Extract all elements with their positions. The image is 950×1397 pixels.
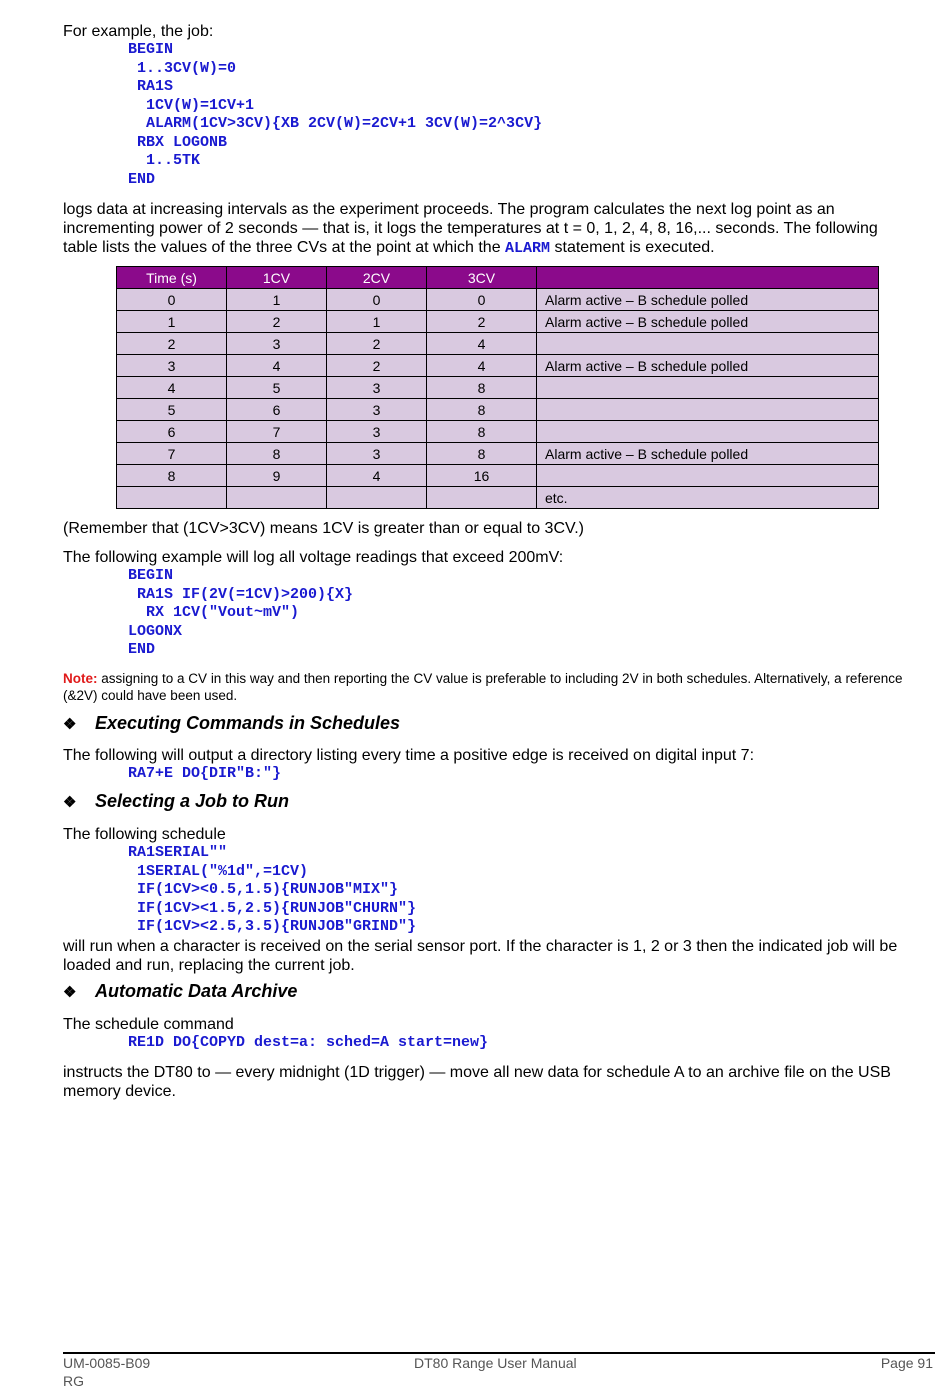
table-header-row	[117, 267, 879, 289]
table-cell: 0	[327, 289, 427, 311]
paragraph-archive: instructs the DT80 to — every midnight (1D trigger) — move all new data for schedule A to an archive file on the USB memory device.	[63, 1064, 891, 1100]
code-line: IF(1CV><0.5,1.5){RUNJOB"MIX"}	[128, 881, 399, 898]
paragraph-serial-explanation: will run when a character is received on the serial sensor port. If the character is 1, 2 or 3 then the indicated job will be loaded and run, replacing the current job.	[63, 937, 898, 974]
heading-selecting-job	[63, 790, 913, 814]
code-line: RA1S	[128, 78, 174, 95]
bullet-diamond-icon: ❖	[63, 794, 77, 811]
table-cell	[327, 487, 427, 509]
note-text	[63, 670, 913, 704]
note-body: assigning to a CV in this way and then reporting the CV value is preferable to including 2V in both schedules. Alternatively, a reference (&2V) could have been used.	[63, 670, 903, 703]
code-line: LOGONX	[128, 622, 183, 640]
table-cell	[537, 421, 879, 443]
paragraph-text: logs data at increasing intervals as the experiment proceeds. The program calculates the next log point as an incrementing power of 2 seconds — that is, it logs the temperatures at t = 0, 1, 2, 4, 8, 16,... seconds. The following table lists the values of the three CVs at the point at which the	[63, 201, 878, 256]
code-line: 1SERIAL("%1d",=1CV)	[128, 862, 309, 880]
table-cell: 1	[327, 311, 427, 333]
table-cell: 4	[227, 355, 327, 377]
paragraph-text-end: statement is executed.	[550, 239, 715, 256]
table-cell: 3	[327, 443, 427, 465]
heading-text: Automatic Data Archive	[95, 980, 298, 1001]
table-cell: 5	[227, 377, 327, 399]
table-cell	[537, 399, 879, 421]
code-line: BEGIN	[128, 41, 174, 58]
header-3cv: 3CV	[427, 267, 537, 289]
table-cell: 4	[327, 465, 427, 487]
code-line: END	[128, 170, 156, 188]
table-cell: 3	[327, 377, 427, 399]
heading-executing-commands	[63, 712, 913, 736]
table-cell: 2	[117, 333, 227, 355]
table-cell: 4	[427, 355, 537, 377]
code-line: RA1S IF(2V(=1CV)>200){X}	[128, 585, 354, 603]
footer-doc-code: UM-0085-B09	[63, 1355, 151, 1371]
code-block-voltage	[63, 567, 913, 660]
table-cell: 3	[327, 421, 427, 443]
table-cell: 3	[117, 355, 227, 377]
table-cell: 2	[327, 333, 427, 355]
table-cell: 2	[227, 311, 327, 333]
table-cell: 4	[427, 333, 537, 355]
heading-text: Executing Commands in Schedules	[95, 712, 401, 733]
table-cell: 8	[227, 443, 327, 465]
code-line: RX 1CV("Vout~mV")	[128, 604, 300, 621]
cv-values-table	[116, 266, 879, 509]
table-cell: 9	[227, 465, 327, 487]
table-cell: 7	[227, 421, 327, 443]
header-note	[537, 267, 879, 289]
table-cell: 6	[227, 399, 327, 421]
table-cell: Alarm active – B schedule polled	[537, 311, 879, 333]
code-block-serial	[63, 844, 913, 937]
code-line: 1CV(W)=1CV+1	[128, 96, 255, 114]
table-cell: 1	[227, 289, 327, 311]
code-line: 1..3CV(W)=0	[128, 59, 237, 77]
code-line: RA7+E DO{DIR"B:"}	[128, 764, 282, 782]
header-1cv: 1CV	[227, 267, 327, 289]
table-cell	[537, 377, 879, 399]
table-cell: 2	[427, 311, 537, 333]
footer-page-number: Page 91	[880, 1355, 933, 1371]
code-line: RA1SERIAL""	[128, 844, 228, 861]
table-cell: 6	[117, 421, 227, 443]
table-row	[117, 487, 879, 509]
table-cell	[537, 465, 879, 487]
table-cell: etc.	[537, 487, 879, 509]
table-cell: 8	[427, 421, 537, 443]
footer-doc-id	[63, 1354, 150, 1390]
bullet-diamond-icon: ❖	[63, 983, 77, 1001]
table-cell: Alarm active – B schedule polled	[537, 355, 879, 377]
table-row	[117, 465, 879, 487]
code-line: RBX LOGONB	[128, 133, 228, 151]
paragraph-schedule-command: The schedule command	[63, 1015, 234, 1033]
bullet-diamond-icon: ❖	[63, 715, 77, 733]
code-line: END	[128, 641, 156, 658]
table-row	[117, 443, 879, 465]
table-cell: 3	[227, 333, 327, 355]
table-cell: Alarm active – B schedule polled	[537, 443, 879, 465]
paragraph-explanation	[63, 200, 913, 258]
table-cell: 4	[117, 377, 227, 399]
page-body	[63, 22, 913, 1101]
code-line: 1..5TK	[128, 152, 201, 169]
code-block-dir	[63, 765, 913, 784]
table-cell: 0	[117, 289, 227, 311]
note-label: Note:	[63, 670, 98, 686]
code-line: BEGIN	[128, 567, 174, 584]
table-row	[117, 333, 879, 355]
table-cell: 8	[117, 465, 227, 487]
table-row	[117, 421, 879, 443]
table-cell	[427, 487, 537, 509]
table-cell: 0	[427, 289, 537, 311]
table-row	[117, 377, 879, 399]
header-time: Time (s)	[117, 267, 227, 289]
paragraph-voltage: The following example will log all voltage readings that exceed 200mV:	[63, 549, 564, 566]
inline-code-alarm: ALARM	[505, 240, 551, 257]
heading-text: Selecting a Job to Run	[95, 791, 290, 811]
code-line: RE1D DO{COPYD dest=a: sched=A start=new}	[128, 1033, 489, 1051]
table-row	[117, 355, 879, 377]
table-cell	[537, 333, 879, 355]
table-cell: 5	[117, 399, 227, 421]
table-cell: 8	[427, 443, 537, 465]
paragraph-schedule: The following schedule	[63, 826, 226, 843]
table-row	[117, 399, 879, 421]
table-cell: 3	[327, 399, 427, 421]
remember-text: (Remember that (1CV>3CV) means 1CV is greater than or equal to 3CV.)	[63, 520, 584, 537]
code-line: IF(1CV><1.5,2.5){RUNJOB"CHURN"}	[128, 899, 417, 917]
table-cell	[117, 487, 227, 509]
footer-title: DT80 Range User Manual	[414, 1355, 577, 1371]
table-cell: 8	[427, 377, 537, 399]
code-block-job	[63, 41, 913, 189]
table-cell: 1	[117, 311, 227, 333]
intro-text: For example, the job:	[63, 23, 214, 40]
table-cell: 8	[427, 399, 537, 421]
heading-data-archive	[63, 980, 913, 1004]
code-line: ALARM(1CV>3CV){XB 2CV(W)=2CV+1 3CV(W)=2^3CV}	[128, 115, 543, 132]
table-row	[117, 289, 879, 311]
table-cell: 7	[117, 443, 227, 465]
table-cell: 2	[327, 355, 427, 377]
table-row	[117, 311, 879, 333]
code-block-copyd	[63, 1034, 913, 1053]
header-2cv: 2CV	[327, 267, 427, 289]
code-line: IF(1CV><2.5,3.5){RUNJOB"GRIND"}	[128, 918, 417, 935]
table-cell: 16	[427, 465, 537, 487]
paragraph-directory: The following will output a directory listing every time a positive edge is received on digital input 7:	[63, 746, 755, 764]
footer-doc-rev: RG	[63, 1373, 84, 1389]
table-cell: Alarm active – B schedule polled	[537, 289, 879, 311]
table-cell	[227, 487, 327, 509]
